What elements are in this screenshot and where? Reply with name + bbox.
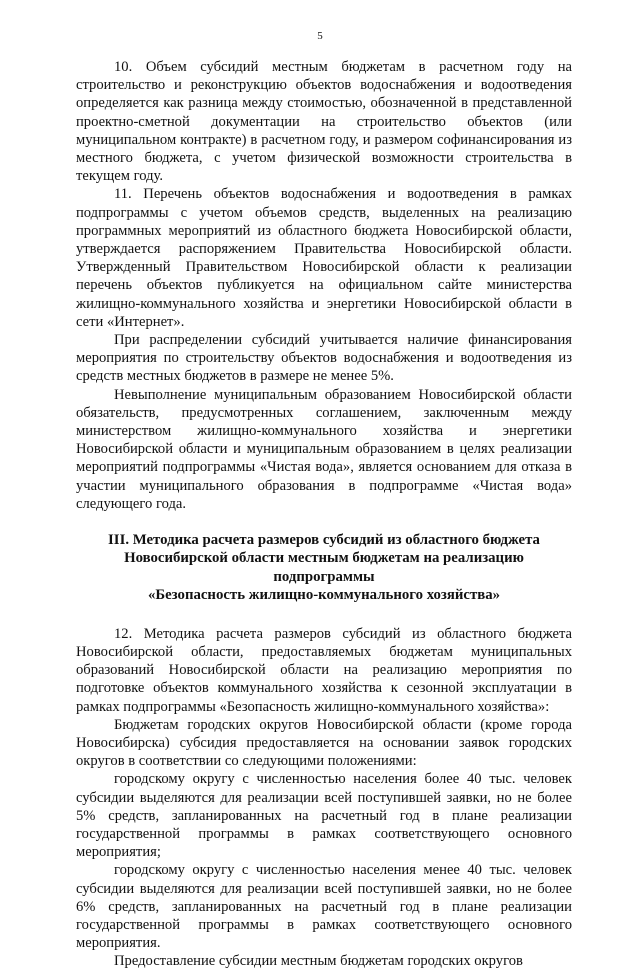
section-heading-line-3: «Безопасность жилищно-коммунального хозяйства» <box>147 587 501 604</box>
section-heading-line-1: III. Методика расчета размеров субсидий из областного бюджета <box>108 532 540 549</box>
paragraph-under-40k: городскому округу с численностью населения менее 40 тыс. человек субсидии выделяются для реализации всей поступившей заявки, но не более 6% средств, запланированных на расчетный год в плане реализации государственной программы в рамках соответствующего основного мероприятия. <box>76 862 572 952</box>
paragraph-urban-districts: Бюджетам городских округов Новосибирской области (кроме города Новосибирска) субсидия предоставляется на основании заявок городских округов в соответствии со следующими положениями: <box>76 716 572 770</box>
section-heading <box>76 531 572 605</box>
document-body <box>76 58 572 971</box>
paragraph-10: 10. Объем субсидий местным бюджетам в расчетном году на строительство и реконструкцию объектов водоснабжения и водоотведения определяется как разница между стоимостью, обозначенной в представленной проектно-сметной документации на строительство объектов (или муниципальном контракте) в расчетном году, и размером софинансирования из местного бюджета, с учетом физической возможности строительства в текущем году. <box>76 59 572 185</box>
paragraph-12: 12. Методика расчета размеров субсидий из областного бюджета Новосибирской области, предоставляемых бюджетам муниципальных образований Новосибирской области на реализацию мероприятия по подготовке объектов коммунального хозяйства к сезонной эксплуатации в рамках подпрограммы «Безопасность жилищно-коммунального хозяйства»: <box>76 625 572 715</box>
paragraph-11: 11. Перечень объектов водоснабжения и водоотведения в рамках подпрограммы с учетом объемов средств, выделенных на реализацию программных мероприятий из областного бюджета Новосибирской области, утверждается распоряжением Правительства Новосибирской области. Утвержденный Правительством Новосибирской области к реализации перечень объектов публикуется на официальном сайте министерства жилищно-коммунального хозяйства и энергетики Новосибирской области в сети «Интернет». <box>76 186 572 330</box>
paragraph-financing: При распределении субсидий учитывается наличие финансирования мероприятия по строительству объектов водоснабжения и водоотведения из средств местных бюджетов в размере не менее 5%. <box>76 332 572 385</box>
paragraph-over-40k: городскому округу с численностью населения более 40 тыс. человек субсидии выделяются для реализации всей поступившей заявки, но не более 5% средств, запланированных на расчетный год в плане реализации государственной программы в рамках соответствующего основного мероприятия; <box>76 771 572 861</box>
paragraph-non-compliance: Невыполнение муниципальным образованием Новосибирской области обязательств, предусмотренных соглашением, заключенным между министерством жилищно-коммунального хозяйства и энергетики Новосибирской области и муниципальным образованием в целях реализации мероприятий подпрограммы «Чистая вода», является основанием для отказа в участии муниципального образования в подпрограмме «Чистая вода» следующего года. <box>76 386 572 512</box>
page-number: 5 <box>317 30 323 42</box>
section-heading-line-2: Новосибирской области местным бюджетам на реализацию подпрограммы <box>124 550 524 585</box>
paragraph-provision: Предоставление субсидии местным бюджетам городских округов <box>114 953 523 970</box>
